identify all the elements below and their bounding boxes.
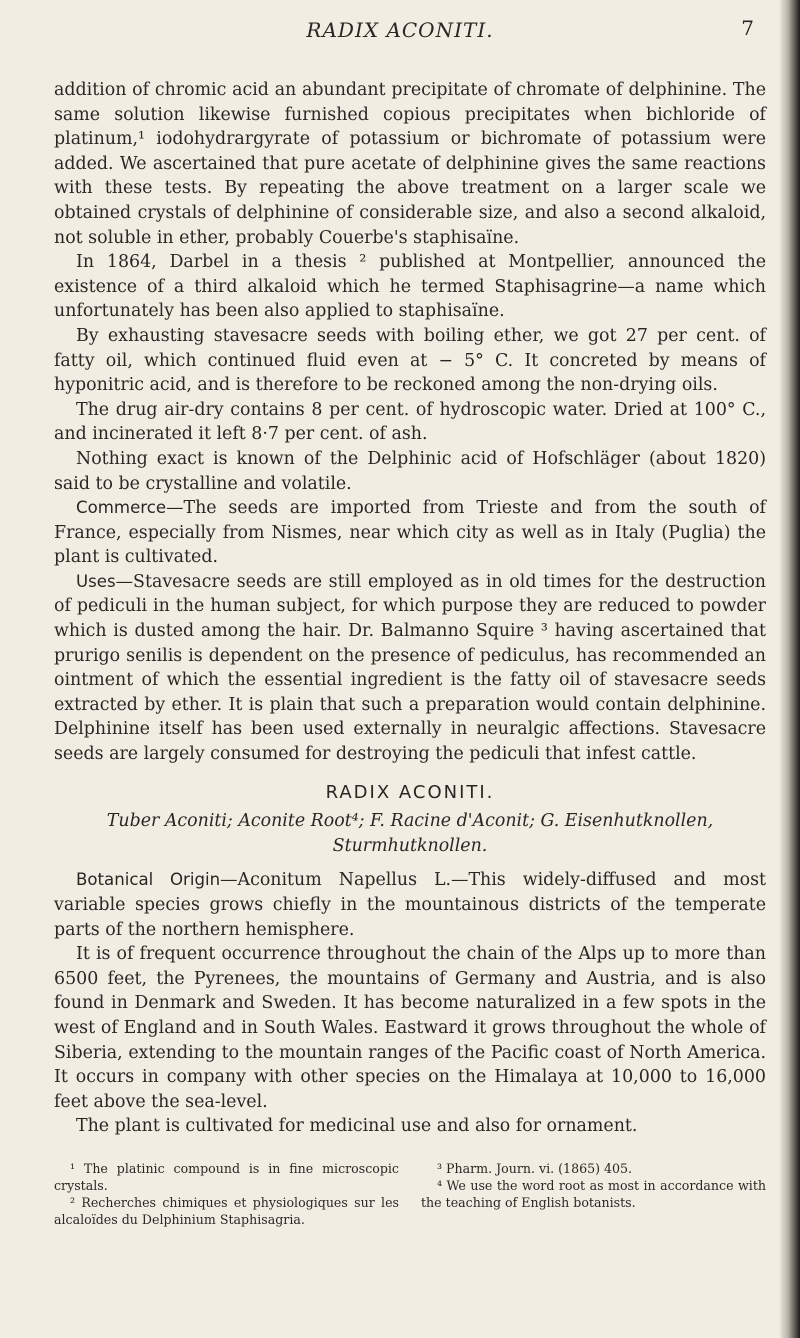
synonyms-line: Tuber Aconiti; Aconite Root⁴; F. Racine d'Aconit; G. Eisenhutknollen,	[106, 811, 714, 832]
paragraph-label: Commerce	[76, 498, 167, 518]
paragraph: By exhausting stavesacre seeds with boiling ether, we got 27 per cent. of fatty oil, which continued fluid even at − 5° C. It concreted by means of hyponitric acid, and is therefore to be reckoned among the non-drying oils.	[54, 325, 766, 396]
paragraph: addition of chromic acid an abundant precipitate of chromate of delphinine. The same solution likewise furnished copious precipitates when bichloride of platinum,¹ iodohydrargyrate of potassium or bichromate of potassium were added. We ascertained that pure acetate of delphinine gives the same reactions with these tests. By repeating the above treatment on a larger scale we obtained crystals of delphinine of considerable size, and also a second alkaloid, not soluble in ether, probably Couerbe's staphisaïne.	[54, 80, 766, 248]
body-text	[54, 78, 766, 1139]
paragraph: In 1864, Darbel in a thesis ² published at Montpellier, announced the existence of a third alkaloid which he termed Staphisagrine—a name which unfortunately has been also applied to staphisaïne.	[54, 252, 766, 322]
paragraph: It is of frequent occurrence throughout the chain of the Alps up to more than 6500 feet, the Pyrenees, the mountains of Germany and Austria, and is also found in Denmark and Sweden. It has become naturalized in a few spots in the west of England and in South Wales. Eastward it grows throughout the whole of Siberia, extending to the mountain ranges of the Pacific coast of North America. It occurs in company with other species on the Himalaya at 10,000 to 16,000 feet above the sea-level.	[54, 944, 766, 1112]
paragraph: The drug air-dry contains 8 per cent. of hydroscopic water. Dried at 100° C., and incinerated it left 8·7 per cent. of ash.	[54, 399, 766, 445]
synonyms-line: Sturmhutknollen.	[332, 835, 488, 856]
footnote: ² Recherches chimiques et physiologiques sur les alcaloïdes du Delphinium Staphisagria.	[54, 1195, 399, 1227]
paragraph-label: Botanical Origin	[76, 870, 221, 890]
footnotes-left-column	[54, 1160, 399, 1228]
paragraph-label: Uses	[76, 571, 116, 591]
footnote: ⁴ We use the word root as most in accordance with the teaching of English botanists.	[421, 1178, 766, 1210]
synonyms	[54, 809, 766, 858]
paragraph: The plant is cultivated for medicinal use and also for ornament.	[76, 1116, 638, 1137]
page-number: 7	[741, 16, 754, 40]
footnote: ¹ The platinic compound is in fine microscopic crystals.	[54, 1161, 399, 1193]
footnotes-right-column	[421, 1160, 766, 1228]
running-head: RADIX ACONITI.	[306, 18, 494, 42]
paragraph: Commerce—The seeds are imported from Trieste and from the south of France, especially from Nismes, near which city as well as in Italy (Puglia) the plant is cultivated.	[54, 498, 766, 568]
paragraph: Nothing exact is known of the Delphinic acid of Hofschläger (about 1820) said to be crystalline and volatile.	[54, 448, 766, 494]
section-heading: RADIX ACONITI.	[325, 781, 495, 803]
footnote: ³ Pharm. Journ. vi. (1865) 405.	[437, 1161, 633, 1176]
paragraph: Botanical Origin—Aconitum Napellus L.—This widely-diffused and most variable species grows chiefly in the mountainous districts of the temperate parts of the northern hemisphere.	[54, 870, 767, 940]
footnotes	[54, 1160, 766, 1228]
paragraph: Uses—Stavesacre seeds are still employed as in old times for the destruction of pediculi in the human subject, for which purpose they are reduced to powder which is dusted among the hair. Dr. Balmanno Squire ³ having ascertained that prurigo senilis is dependent on the presence of pediculus, has recommended an ointment of which the essential ingredient is the fatty oil of stavesacre seeds extracted by ether. It is plain that such a preparation would contain delphinine. Delphinine itself has been used externally in neuralgic affections. Stavesacre seeds are largely consumed for destroying the pediculi that infest cattle.	[54, 571, 766, 765]
book-page-edge	[780, 0, 800, 1338]
